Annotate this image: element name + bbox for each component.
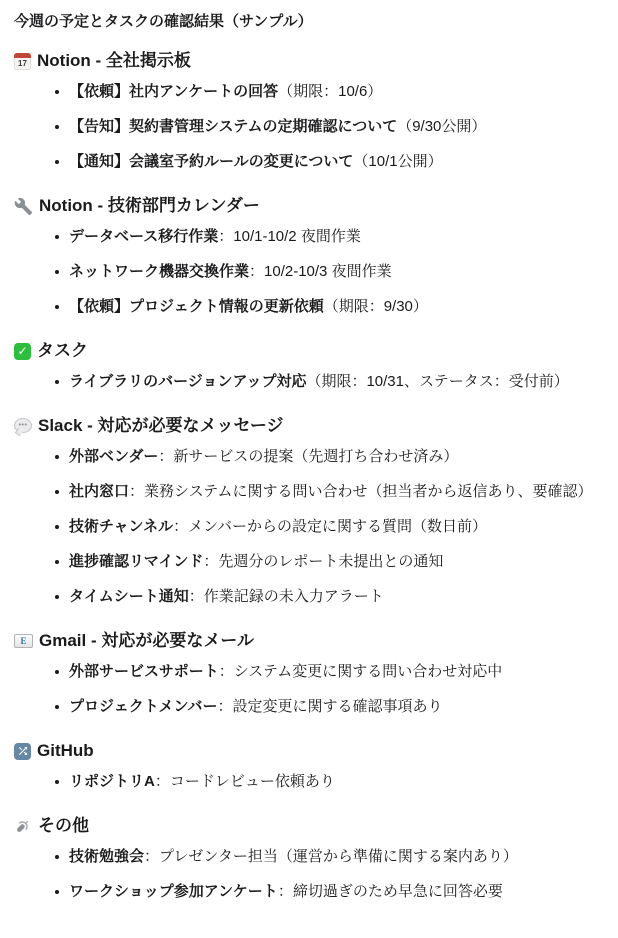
section-other: [14, 815, 604, 917]
section-heading-text: Gmail - 対応が必要なメール: [39, 631, 255, 650]
list-item: [69, 117, 604, 152]
item-label: 【通知】会議室予約ルールの変更について: [69, 153, 354, 170]
item-detail: ：締切過ぎのため早急に回答必要: [277, 883, 503, 900]
section-heading-text: その他: [38, 816, 89, 835]
email-icon: [14, 634, 33, 648]
wrench-icon-svg: [14, 197, 33, 216]
item-label: プロジェクトメンバー: [69, 698, 218, 715]
section-heading: [14, 195, 604, 217]
list-item: [69, 82, 604, 117]
item-label: 進捗確認リマインド: [69, 553, 204, 570]
list-item: [69, 772, 604, 807]
item-label: データベース移行作業: [69, 228, 219, 245]
section-heading: [14, 740, 604, 762]
bullet-icon: [55, 235, 59, 239]
bullet-icon: [55, 125, 59, 129]
item-detail: （期限：9/30）: [323, 298, 428, 315]
list-item: [69, 697, 604, 732]
section-tasks: [14, 340, 604, 407]
item-detail: ：先週分のレポート未提出との通知: [203, 553, 444, 570]
section-github: [14, 740, 604, 807]
microphone-icon-svg: [14, 817, 32, 835]
item-detail: ：作業記録の未入力アラート: [188, 588, 384, 605]
microphone-icon: [14, 817, 32, 835]
item-detail: ：プレゼンター担当（運営から準備に関する案内あり）: [144, 848, 518, 865]
bullet-icon: [55, 490, 59, 494]
bullet-icon: [55, 595, 59, 599]
bullet-icon: [55, 90, 59, 94]
item-detail: ：メンバーからの設定に関する質問（数日前）: [173, 518, 488, 535]
list-item: [69, 552, 604, 587]
item-label: タイムシート通知: [69, 588, 189, 605]
item-detail: ：システム変更に関する問い合わせ対応中: [218, 663, 503, 680]
item-label: 社内窓口: [69, 483, 130, 500]
list-item: [69, 262, 604, 297]
section-heading: [14, 340, 604, 362]
item-label: リポジトリA: [69, 773, 155, 790]
section-heading-text: Slack - 対応が必要なメッセージ: [38, 416, 284, 435]
list-item: [69, 152, 604, 187]
bullet-list: [14, 762, 604, 807]
shuffle-arrows-icon-svg: [17, 745, 29, 757]
check-mark-icon: [14, 343, 31, 360]
section-heading-text: タスク: [37, 341, 88, 360]
calendar-icon: [14, 53, 31, 70]
item-label: 【依頼】プロジェクト情報の更新依頼: [69, 298, 324, 315]
item-label: 【告知】契約書管理システムの定期確認について: [69, 118, 398, 135]
bullet-icon: [55, 890, 59, 894]
bullet-list: [14, 652, 604, 732]
bullet-list: [14, 437, 604, 622]
list-item: [69, 482, 604, 517]
section-heading: [14, 815, 604, 837]
page-title: 今週の予定とタスクの確認結果（サンプル）: [14, 13, 313, 30]
list-item: [69, 882, 604, 917]
section-heading-text: GitHub: [37, 741, 94, 760]
item-label: ワークショップ参加アンケート: [69, 883, 278, 900]
item-detail: （期限：10/31、ステータス：受付前）: [306, 373, 569, 390]
bullet-icon: [55, 560, 59, 564]
bullet-list: [14, 837, 604, 917]
list-item: [69, 847, 604, 882]
bullet-icon: [55, 455, 59, 459]
list-item: [69, 227, 604, 262]
shuffle-arrows-icon: [14, 743, 31, 760]
item-detail: （10/1公開）: [353, 153, 443, 170]
item-label: ネットワーク機器交換作業: [69, 263, 250, 280]
item-detail: ：10/1-10/2 夜間作業: [218, 228, 361, 245]
item-detail: ：新サービスの提案（先週打ち合わせ済み）: [158, 448, 459, 465]
bullet-list: [14, 217, 604, 332]
bullet-icon: [55, 160, 59, 164]
list-item: [69, 587, 604, 622]
list-item: [69, 372, 604, 407]
item-detail: （9/30公開）: [397, 118, 487, 135]
email-icon-letter: E: [20, 636, 27, 646]
section-heading: [14, 50, 604, 72]
section-notion-company-board: [14, 50, 604, 187]
bullet-list: [14, 362, 604, 407]
list-item: [69, 447, 604, 482]
section-heading: [14, 415, 604, 437]
section-heading-text: Notion - 全社掲示板: [37, 51, 191, 70]
bullet-icon: [55, 855, 59, 859]
section-heading-text: Notion - 技術部門カレンダー: [39, 196, 260, 215]
calendar-icon-day: 17: [18, 58, 27, 68]
item-detail: ：業務システムに関する問い合わせ（担当者から返信あり、要確認）: [129, 483, 593, 500]
list-item: [69, 517, 604, 552]
section-slack: [14, 415, 604, 622]
item-detail: （期限：10/6）: [278, 83, 383, 100]
bullet-icon: [55, 525, 59, 529]
item-label: 技術チャンネル: [69, 518, 174, 535]
section-heading: [14, 630, 604, 652]
item-label: 外部サービスサポート: [69, 663, 219, 680]
bullet-icon: [55, 670, 59, 674]
bullet-icon: [55, 270, 59, 274]
wrench-icon: [14, 197, 33, 216]
item-label: ライブラリのバージョンアップ対応: [69, 373, 307, 390]
bullet-icon: [55, 380, 59, 384]
bullet-icon: [55, 705, 59, 709]
bullet-icon: [55, 305, 59, 309]
item-detail: ：コードレビュー依頼あり: [154, 773, 335, 790]
section-notion-tech-calendar: [14, 195, 604, 332]
list-item: [69, 662, 604, 697]
bullet-icon: [55, 780, 59, 784]
speech-balloon-icon: [14, 418, 32, 433]
bullet-list: [14, 72, 604, 187]
item-label: 【依頼】社内アンケートの回答: [69, 83, 279, 100]
section-gmail: [14, 630, 604, 732]
item-detail: ：10/2-10/3 夜間作業: [249, 263, 392, 280]
list-item: [69, 297, 604, 332]
item-label: 外部ベンダー: [69, 448, 159, 465]
item-label: 技術勉強会: [69, 848, 145, 865]
item-detail: ：設定変更に関する確認事項あり: [217, 698, 443, 715]
